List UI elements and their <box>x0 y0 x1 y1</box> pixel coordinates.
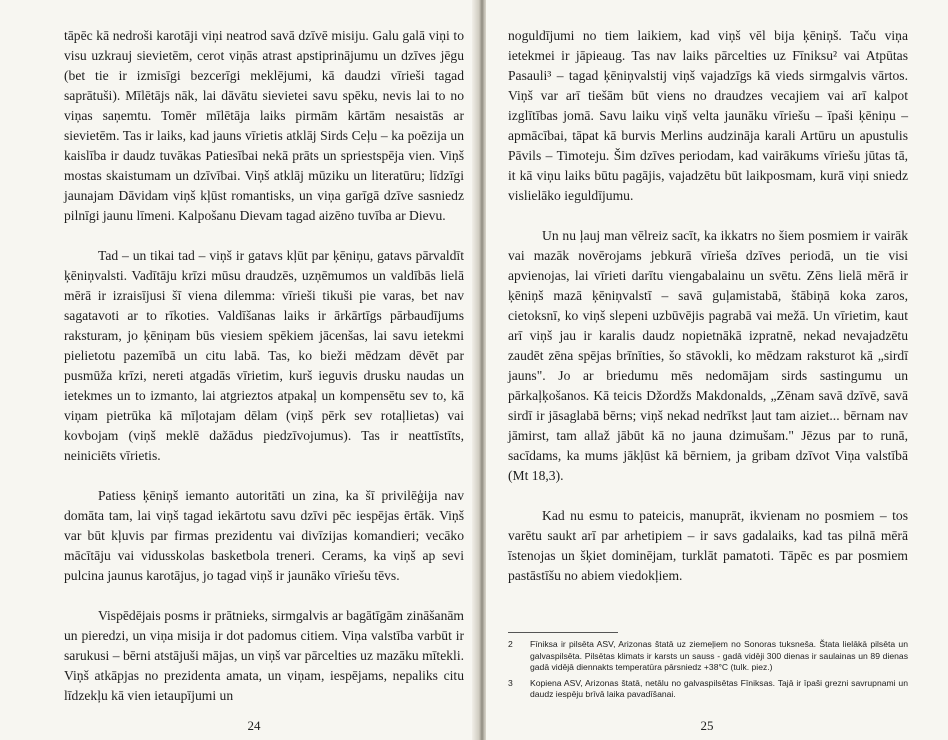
right-paragraph-2: Un nu ļauj man vēlreiz sacīt, ka ikkatrs no šiem posmiem ir vairāk vai mazāk novērojams jebkurā vīrieša dzīves periodā, un tie visi apvienojas, lai vīrieti darītu viengabalainu un svētu. Zēns lielā mērā ir ķēniņš mazā ķēniņvalstī – savā guļamistabā, štābiņā koka zaros, cietoksnī, ko viņš slepeni uzbūvējis pagrabā vai mežā. Un vīrietim, kaut arī viņš jau ir karalis daudz nopietnākā izpratnē, nekad nevajadzētu zaudēt zēna spējas brīnīties, šo stāvokli, ko mēdzam raksturot kā „sirdī jauns". Jo ar briedumu mēs nedomājam sirds sastingumu un pārkaļķošanos. Kā teicis Džordžs Makdonalds, „Zēnam savā dzīvē, savā sirdī ir jāsaglabā bērns; viņš nekad nedrīkst ļaut tam aiziet... bērnam nav jāmirst, tam allaž jābūt kā no jauna dzimušam." Jēzus par to runā, sacīdams, ka mums jākļūst kā bērniem, ja gribam dzīvot Viņa valstībā (Mt 18,3). <box>508 228 908 483</box>
left-page-number: 24 <box>247 718 261 733</box>
right-paragraph-1: noguldījumi no tiem laikiem, kad viņš vēl bija ķēniņš. Taču viņa ietekmei ir jāpieaug. Tas nav laiks pārcelties uz Fīniksu² vai Atpūtas Pasauli³ – tagad ķēniņvalstij viņš vajadzīgs kā vieds sirmgalvis vārtos. Viņš var arī tiešām būt viens no draudzes vecajiem vai arī kalpot izglītības jomā. Savu laiku viņš velta jaunāku vīriešu – īpaši ķēniņu – apmācībai, tāpat kā burvis Merlins audzināja karali Artūru un apustulis Pāvils – Timoteju. Šim dzīves periodam, kad vairākums vīriešu jūtas tā, it kā viņu laiks būtu pagājis, vajadzētu būt laikposmam, kurā viņi sniedz vislielāko ieguldījumu. <box>508 28 908 203</box>
footnote <box>508 639 908 674</box>
footnote-number: 2 <box>508 639 513 649</box>
right-paragraph-3: Kad nu esmu to pateicis, manuprāt, ikvienam no posmiem – tos varētu saukt arī par arhetipiem – ir savs gadalaiks, kad tas pilnā mērā īstenojas un šķiet dominējam, turklāt pamatoti. Tāpēc es par posmiem pastāstīšu no abiem viedokļiem. <box>508 508 908 583</box>
left-paragraph-2: Tad – un tikai tad – viņš ir gatavs kļūt par ķēniņu, gatavs pārvaldīt ķēniņvalsti. Vadītāju krīzi mūsu draudzēs, uzņēmumos un valdībās lielā mērā ir izraisījusi šī viena dilemma: vīrieši tikuši pie varas, bet nav sagatavoti ar to rīkoties. Valdīšanas laiks ir ārkārtīgs pārbaudījums raksturam, jo ķēniņam būs viesiem spēkiem jācenšas, lai savu ietekmi pielietotu pazemībā un citu labā. Tas, ko bieži mēdzam dēvēt par pusmūža krīzi, nereti atgadās vīrietim, kurš ieguvis drusku naudas un ietekmes un to izmanto, lai atgrieztos atpakaļ un kompensētu sev to, kā viņam pietrūka kā mīļotajam dēlam (viņš pērk sev rotaļlietas) vai kovbojam (viņš meklē dažādus piedzīvojumus). Tas ir neattīstīts, neiniciēts vīrietis. <box>64 248 464 463</box>
footnote-divider <box>508 632 618 633</box>
footnote-text: Fīniksa ir pilsēta ASV, Arizonas štatā uz ziemeļiem no Sonoras tuksneša. Štata lielākā pilsēta un galvaspilsēta. Pilsētas klimats ir karsts un sauss - gadā vidēji 300 dienas ir saulainas un 89 dienas gadā vidējā diennakts temperatūra pārsniedz +38°C (tulk. piez.) <box>530 639 908 672</box>
footnote-text: Kopiena ASV, Arizonas štatā, netālu no galvaspilsētas Fīniksas. Tajā ir īpaši grezni savrupnami un daudz iespēju brīvā laika pavadīšanai. <box>530 677 908 699</box>
footnote-number: 3 <box>508 677 513 688</box>
footnote <box>508 678 908 701</box>
left-paragraph-4: Vispēdējais posms ir prātnieks, sirmgalvis ar bagātīgām zināšanām un pieredzi, un viņa misija ir dot padomus citiem. Viņa valstība varbūt ir sarukusi – bērni atstājuši mājas, un viņš var pārcelties uz mazāku mītekli. Viņš atkāpjas no prezidenta amata, un viņam, iespējams, nepaliks citu līdzekļu kā vien ietaupījumi un <box>64 608 464 703</box>
right-page <box>486 0 948 740</box>
left-paragraph-1: tāpēc kā nedroši karotāji viņi neatrod savā dzīvē misiju. Galu galā viņi to visu uzkrauj sievietēm, cerot viņās atrast apstiprinājumu un dzīves jēgu (bet tie ir izmisīgi bezcerīgi meklējumi, kā daudzi vīrieši tagad saprātuši). Mīlētājs nāk, lai dāvātu sievietei savu spēku, nevis lai to no viņas saņemtu. Tomēr mīlētāja laiks pirmām kārtām nesaistās ar sievietēm. Tas ir laiks, kad jauns vīrietis atklāj Sirds Ceļu – ka poēzija un kaislība ir daudz tuvākas Patiesībai nekā prāts un spriestspēja vien. Viņš mostas skaistumam un dzīvībai. Viņš atklāj mūziku un literatūru; līdzīgi jaunajam Dāvidam viņš kļūst romantisks, un viņa garīgā dzīve sasniedz pilnīgi jaunu līmeni. Kalpošanu Dievam tagad aizēno tuvība ar Dievu. <box>64 28 464 223</box>
left-paragraph-3: Patiess ķēniņš iemanto autoritāti un zina, ka šī privilēģija nav domāta tam, lai viņš tagad iekārtotu savu dzīvi pēc iespējas ērtāk. Viņš var būt kļuvis par firmas prezidentu vai divīzijas komandieri; vecāko mācītāju vai vidusskolas basketbola treneri. Cerams, ka viņš ap sevi pulcina jaunus karotājus, jo tagad viņš ir jaunāko vīriešu tēvs. <box>64 488 464 583</box>
right-page-number: 25 <box>700 718 714 733</box>
